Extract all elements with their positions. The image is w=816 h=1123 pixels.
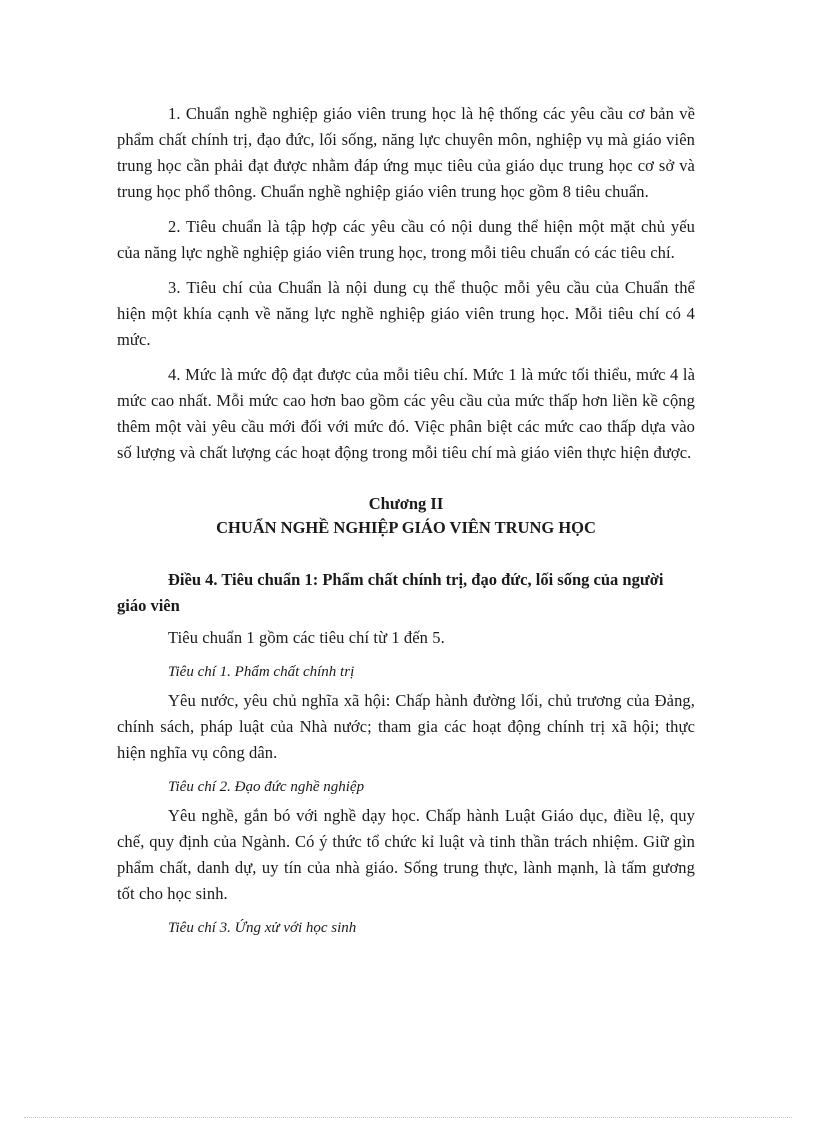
criterion-2-title: Tiêu chí 2. Đạo đức nghề nghiệp xyxy=(168,779,365,795)
page-bottom-divider xyxy=(24,1117,792,1118)
paragraph-definition-1: 1. Chuẩn nghề nghiệp giáo viên trung học là hệ thống các yêu cầu cơ bản về phẩm chất chính trị, đạo đức, lối sống, năng lực chuyên môn, nghiệp vụ mà giáo viên trung học cần phải đạt được nhằm đáp ứng mục tiêu của giáo dục trung học cơ sở và trung học phổ thông. Chuẩn nghề nghiệp giáo viên trung học gồm 8 tiêu chuẩn. xyxy=(117,104,695,201)
article-intro: Tiêu chuẩn 1 gồm các tiêu chí từ 1 đến 5. xyxy=(168,628,445,647)
criterion-1-title: Tiêu chí 1. Phẩm chất chính trị xyxy=(168,664,355,680)
chapter-title: CHUẨN NGHỀ NGHIỆP GIÁO VIÊN TRUNG HỌC xyxy=(216,518,596,537)
criterion-3-title: Tiêu chí 3. Ứng xử với học sinh xyxy=(168,920,357,936)
page-content xyxy=(117,101,695,944)
paragraph-definition-3: 3. Tiêu chí của Chuẩn là nội dung cụ thể thuộc mỗi yêu cầu của Chuẩn thể hiện một khía cạnh về năng lực nghề nghiệp giáo viên trung học. Mỗi tiêu chí có 4 mức. xyxy=(117,278,695,349)
criterion-2-text: Yêu nghề, gắn bó với nghề dạy học. Chấp hành Luật Giáo dục, điều lệ, quy chế, quy định của Ngành. Có ý thức tổ chức kỉ luật và tinh thần trách nhiệm. Giữ gìn phẩm chất, danh dự, uy tín của nhà giáo. Sống trung thực, lành mạnh, là tấm gương tốt cho học sinh. xyxy=(117,806,695,903)
criterion-1-text: Yêu nước, yêu chủ nghĩa xã hội: Chấp hành đường lối, chủ trương của Đảng, chính sách, pháp luật của Nhà nước; tham gia các hoạt động chính trị xã hội; thực hiện nghĩa vụ công dân. xyxy=(117,691,695,762)
article-heading: Điều 4. Tiêu chuẩn 1: Phẩm chất chính trị, đạo đức, lối sống của người giáo viên xyxy=(117,570,664,615)
paragraph-definition-4: 4. Mức là mức độ đạt được của mỗi tiêu chí. Mức 1 là mức tối thiểu, mức 4 là mức cao nhất. Mỗi mức cao hơn bao gồm các yêu cầu của mức thấp hơn liền kề cộng thêm một vài yêu cầu mới đối với mức đó. Việc phân biệt các mức cao thấp dựa vào số lượng và chất lượng các hoạt động trong mỗi tiêu chí mà giáo viên thực hiện được. xyxy=(117,365,695,462)
chapter-heading xyxy=(117,492,695,540)
paragraph-definition-2: 2. Tiêu chuẩn là tập hợp các yêu cầu có nội dung thể hiện một mặt chủ yếu của năng lực nghề nghiệp giáo viên trung học, trong mỗi tiêu chuẩn có các tiêu chí. xyxy=(117,217,695,262)
chapter-number: Chương II xyxy=(368,494,444,513)
